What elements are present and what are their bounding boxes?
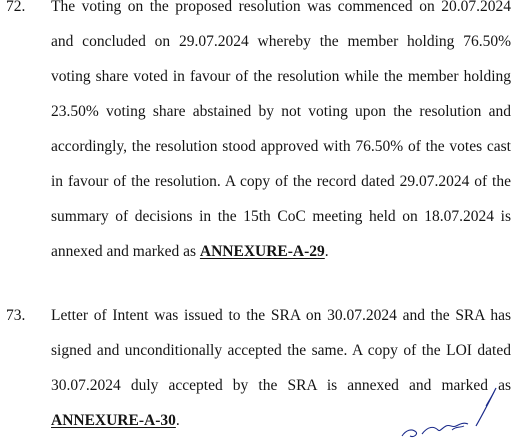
paragraph-text: . [175, 412, 180, 429]
paragraph-line: signed and unconditionally accepted the same. A copy of the LOI dated [51, 342, 511, 359]
paragraph-line: in favour of the resolution. A copy of the record dated 29.07.2024 of the [51, 173, 511, 190]
paragraph-text: annexed and marked as [51, 243, 200, 260]
paragraph-number: 73. [6, 307, 26, 324]
annexure-reference: ANNEXURE-A-30 [51, 412, 176, 429]
annexure-reference: ANNEXURE-A-29 [199, 243, 325, 260]
paragraph-line: The voting on the proposed resolution was commenced on 20.07.2024 [51, 0, 511, 15]
paragraph-line: voting share voted in favour of the resolution while the member holding [51, 68, 511, 85]
paragraph-line: and concluded on 29.07.2024 whereby the member holding 76.50% [51, 33, 511, 50]
paragraph-line: summary of decisions in the 15th CoC meeting held on 18.07.2024 is [51, 208, 511, 225]
paragraph-last-line [51, 242, 511, 262]
paragraph-line: Letter of Intent was issued to the SRA on 30.07.2024 and the SRA has [51, 307, 511, 324]
paragraph-line: accordingly, the resolution stood approved with 76.50% of the votes cast [51, 138, 511, 155]
signature-image [398, 386, 508, 438]
paragraph-text: . [324, 243, 329, 260]
paragraph-number: 72. [6, 0, 26, 15]
paragraph-line: 30.07.2024 duly accepted by the SRA is annexed and marked as [51, 377, 511, 394]
paragraph-line: 23.50% voting share abstained by not voting upon the resolution and [51, 103, 511, 120]
